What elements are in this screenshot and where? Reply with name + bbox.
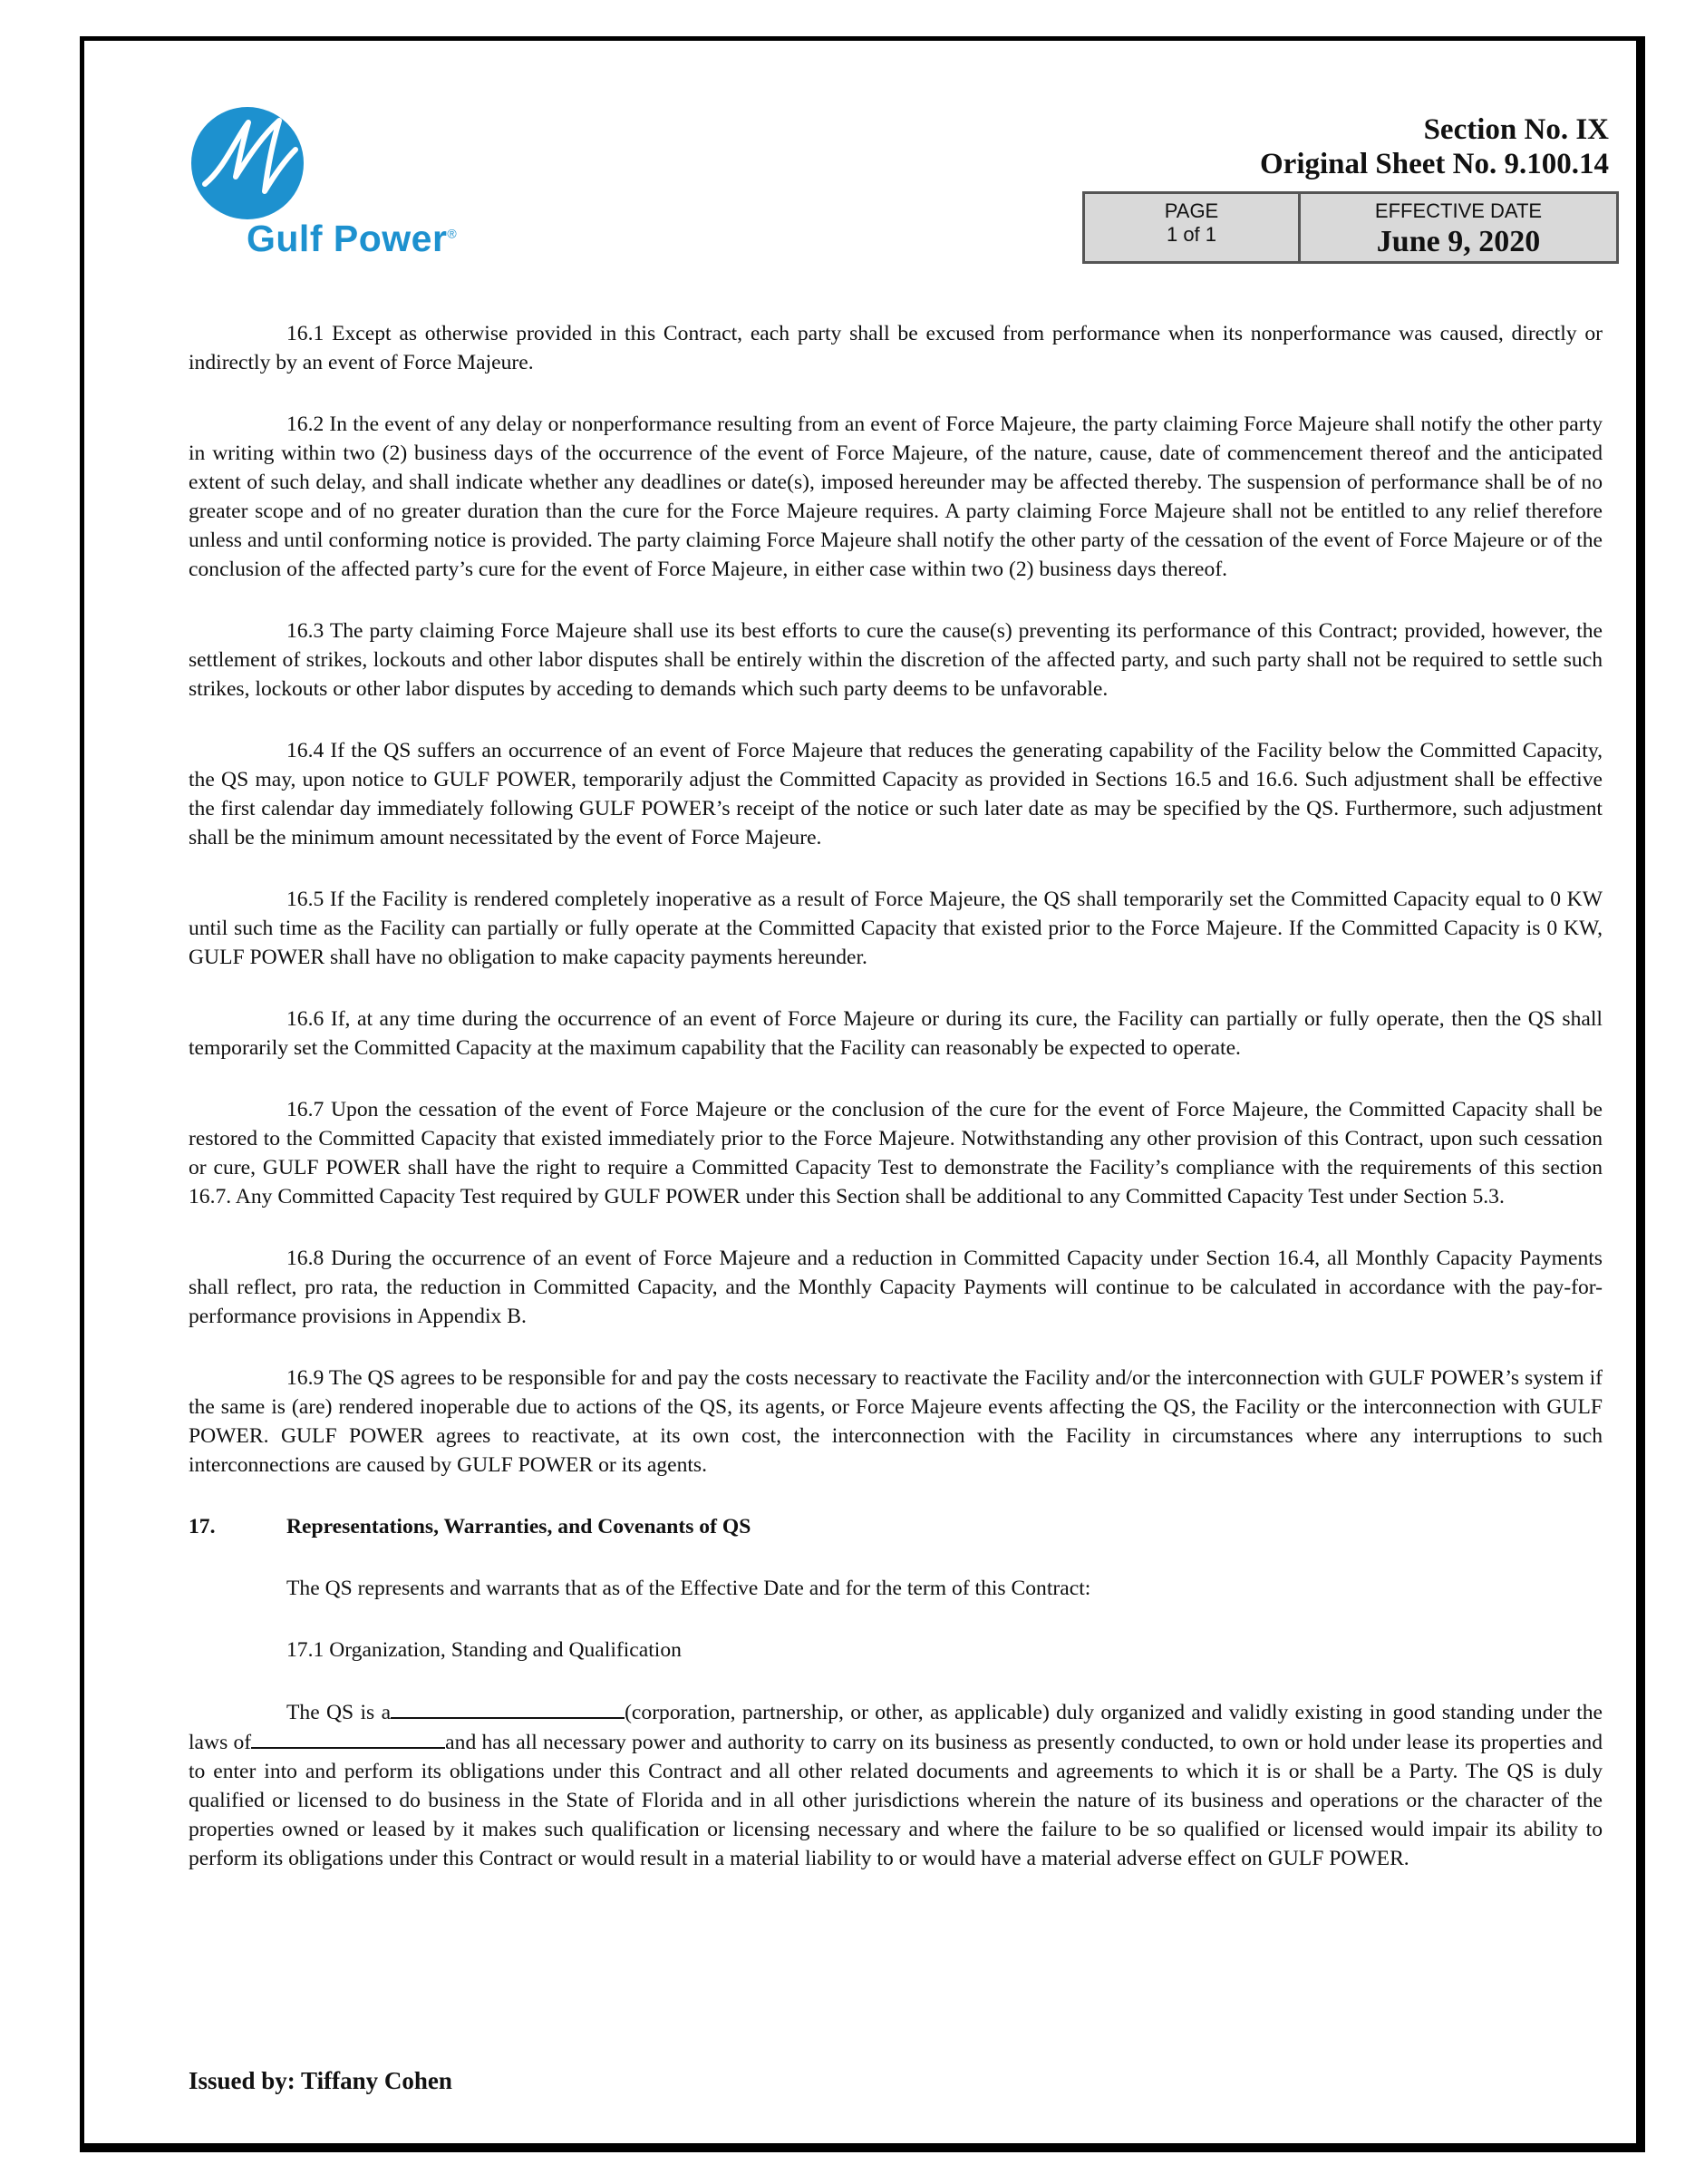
paragraph-16-1: 16.1 Except as otherwise provided in this Contract, each party shall be excused from performance when its nonperformance was caused, directly or indirectly by an event of Force Majeure. <box>189 322 1603 374</box>
page-cell <box>1085 194 1301 261</box>
effective-date-label: EFFECTIVE DATE <box>1374 199 1543 222</box>
paragraph-16-5: 16.5 If the Facility is rendered completely inoperative as a result of Force Majeure, the QS shall temporarily set the Committed Capacity equal to 0 KW until such time as the Facility can partially or fully operate at the Committed Capacity that existed prior to the Force Majeure. If the Committed Capacity is 0 KW, GULF POWER shall have no obligation to make capacity payments hereunder. <box>189 888 1603 969</box>
page-label: PAGE <box>1164 199 1219 222</box>
paragraph-16-3: 16.3 The party claiming Force Majeure shall use its best efforts to cure the cause(s) preventing its performance of this Contract; provided, however, the settlement of strikes, lockouts and other labor disputes shall be entirely within the discretion of the affected party, and such party shall not be required to settle such strikes, lockouts or other labor disputes by acceding to demands which such party deems to be unfavorable. <box>189 619 1603 701</box>
paragraph-16-2: 16.2 In the event of any delay or nonperformance resulting from an event of Force Majeure, the party claiming Force Majeure shall notify the other party in writing within two (2) business days of the occurrence of the event of Force Majeure, of the nature, cause, date of commencement thereof and the anticipated extent of such delay, and shall indicate whether any deadlines or date(s), imposed hereunder may be affected thereby. The suspension of performance shall be of no greater scope and of no greater duration than the cure for the Force Majeure requires. A party claiming Force Majeure shall not be entitled to any relief therefore unless and until conforming notice is provided. The party claiming Force Majeure shall notify the other party of the cessation of the event of Force Majeure or of the conclusion of the affected party’s cure for the event of Force Majeure, in either case within two (2) business days thereof. <box>189 413 1603 581</box>
section-17-title: Representations, Warranties, and Covenants of QS <box>286 1515 751 1539</box>
header-info-table <box>1082 191 1619 264</box>
issued-by: Issued by: Tiffany Cohen <box>189 2067 452 2094</box>
section-number: Section No. IX <box>1423 113 1609 146</box>
paragraph-16-7: 16.7 Upon the cessation of the event of Force Majeure or the conclusion of the cure for the event of Force Majeure, the Committed Capacity shall be restored to the Committed Capacity that existed immediately prior to the Force Majeure. Notwithstanding any other provision of this Contract, upon such cessation or cure, GULF POWER shall have the right to require a Committed Capacity Test to demonstrate the Facility’s compliance with the requirements of this section 16.7. Any Committed Capacity Test required by GULF POWER under this Section shall be additional to any Committed Capacity Test under Section 5.3. <box>189 1098 1603 1208</box>
subsection-17-1-title: 17.1 Organization, Standing and Qualification <box>286 1638 682 1662</box>
paragraph-16-6: 16.6 If, at any time during the occurrence of an event of Force Majeure or during its cure, the Facility can partially or fully operate, then the QS shall temporarily set the Committed Capacity at the maximum capability that the Facility can reasonably be expected to operate. <box>189 1007 1603 1060</box>
company-logo <box>186 102 567 265</box>
sheet-number: Original Sheet No. 9.100.14 <box>1260 148 1609 180</box>
entity-type-blank[interactable] <box>391 1697 625 1719</box>
paragraph-16-4: 16.4 If the QS suffers an occurrence of an event of Force Majeure that reduces the generating capability of the Facility below the Committed Capacity, the QS may, upon notice to GULF POWER, temporarily adjust the Committed Capacity as provided in Sections 16.5 and 16.6. Such adjustment shall be effective the first calendar day immediately following GULF POWER’s receipt of the notice or such later date as may be specified by the QS. Furthermore, such adjustment shall be the minimum amount necessitated by the event of Force Majeure. <box>189 739 1603 849</box>
jurisdiction-blank[interactable] <box>251 1727 445 1749</box>
effective-date-cell <box>1301 194 1616 261</box>
effective-date-value: June 9, 2020 <box>1376 225 1541 258</box>
paragraph-16-9: 16.9 The QS agrees to be responsible for and pay the costs necessary to reactivate the Facility and/or the interconnection with GULF POWER’s system if the same is (are) rendered inoperable due to actions of the QS, its agents, or Force Majeure events affecting the QS, the Facility or the interconnection with GULF POWER. GULF POWER agrees to reactivate, at its own cost, the interconnection with the Facility in circumstances where any interruptions to such interconnections are caused by GULF POWER or its agents. <box>189 1366 1603 1477</box>
paragraph-17-1: The QS is a (corporation, partnership, or other, as applicable) duly organized and validly existing in good standing under the laws of and has all necessary power and authority to carry on its business as presently conducted, to own or hold under lease its properties and to enter into and perform its obligations under this Contract and all other related documents and agreements to which it is or shall be a Party. The QS is duly qualified or licensed to do business in the State of Florida and in all other jurisdictions wherein the nature of its business and operations or the character of the properties owned or leased by it makes such qualification or licensing necessary and where the failure to be so qualified or licensed would impair its ability to perform its obligations under this Contract or would result in a material liability to or would have a material adverse effect on GULF POWER. <box>189 1697 1603 1873</box>
section-17-number: 17. <box>189 1515 216 1539</box>
sheet-identifier <box>1260 112 1609 181</box>
paragraph-16-8: 16.8 During the occurrence of an event of Force Majeure and a reduction in Committed Capacity under Section 16.4, all Monthly Capacity Payments shall reflect, pro rata, the reduction in Committed Capacity, and the Monthly Capacity Payments will continue to be calculated in accordance with the pay-for-performance provisions in Appendix B. <box>189 1247 1603 1328</box>
document-body <box>189 319 1603 1906</box>
gulf-power-logo-icon <box>189 104 306 222</box>
section-17-heading <box>189 1512 1603 1541</box>
page-value: 1 of 1 <box>1166 223 1217 246</box>
logo-wordmark: Gulf Power® <box>247 218 458 259</box>
section-17-intro: The QS represents and warrants that as of the Effective Date and for the term of this Contract: <box>286 1577 1091 1600</box>
